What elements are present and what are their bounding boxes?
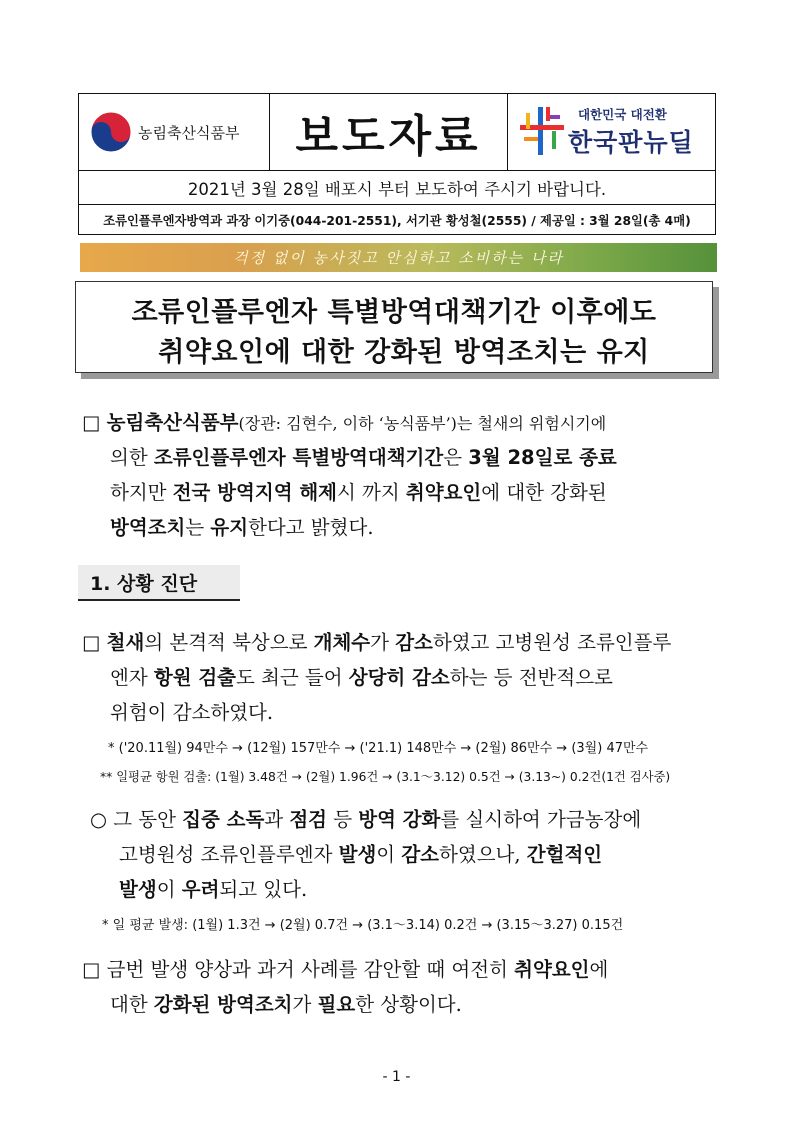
new-deal-logo-cell (508, 94, 715, 170)
square-bullet-icon: □ (82, 631, 101, 654)
p3-emphasis: 발생 (338, 843, 377, 866)
p3-line-2 (119, 839, 602, 867)
p2-emphasis: 감소 (395, 631, 433, 654)
p4-line-1 (82, 954, 608, 982)
p3-text: 를 실시하여 가금농장에 (440, 808, 642, 831)
p3-text: 되고 있다. (219, 878, 308, 901)
p1-text: 하지만 (110, 481, 173, 504)
p3-line-1 (90, 804, 641, 832)
p2-text: 도 최근 들어 (236, 666, 349, 689)
contact-row (79, 205, 715, 234)
p3-text: 이 (376, 843, 402, 866)
p1-emphasis: 조류인플루엔자 특별방역대책기간 (153, 446, 444, 469)
page-number: - 1 - (382, 1069, 411, 1085)
p4-emphasis: 취약요인 (514, 958, 590, 981)
p3-text: 등 (327, 808, 359, 831)
p4-text: 금번 발생 양상과 과거 사례를 감안할 때 여전히 (106, 958, 515, 981)
p2-footnote-1: * ('20.11월) 94만수 → (12월) 157만수 → ('21.1) 148만수 → (2월) 86만수 → (3월) 47만수 (108, 741, 649, 756)
p2-text: 위험이 감소하였다. (110, 701, 274, 724)
p4-text: 대한 (110, 993, 154, 1016)
new-deal-wordmark: 한국판뉴딜 (568, 128, 694, 157)
p1-emphasis: 3월 28일로 종료 (468, 446, 617, 469)
p2-line-1 (82, 627, 671, 655)
p1-line-1 (82, 407, 606, 435)
square-bullet-icon: □ (82, 958, 101, 981)
p3-emphasis: 집중 소독 (182, 808, 265, 831)
p2-text: 의 본격적 북상으로 (144, 631, 314, 654)
p2-line-2 (110, 662, 613, 690)
square-bullet-icon: □ (82, 411, 101, 434)
p2-emphasis: 철새 (106, 631, 145, 654)
p1-line-4 (110, 512, 374, 540)
p1-text: (장관: 김현수, 이하 ‘농식품부’)는 철새의 위험시기에 (238, 414, 607, 433)
p1-emphasis: 유지 (210, 516, 249, 539)
embargo-text: 2021년 3월 28일 배포시 부터 보도하여 주시기 바랍니다. (187, 179, 607, 199)
p4-emphasis: 강화된 방역조치 (153, 993, 293, 1016)
p2-text: 하였고 고병원성 조류인플루 (432, 631, 672, 654)
p4-emphasis: 필요 (317, 993, 356, 1016)
p1-text: 에 대한 강화된 (481, 481, 607, 504)
p1-emphasis: 방역조치 (110, 516, 186, 539)
header-table (78, 93, 716, 235)
headline-line-1: 조류인플루엔자 특별방역대책기간 이후에도 (131, 297, 657, 328)
p3-emphasis: 간헐적인 (526, 843, 603, 866)
p2-text: 엔자 (110, 666, 154, 689)
headline-box (75, 281, 713, 373)
p2-emphasis: 상당히 감소 (348, 666, 450, 689)
new-deal-mark-icon (518, 105, 566, 157)
slogan-banner (80, 243, 717, 272)
p1-text: 시 까지 (337, 481, 406, 504)
p2-emphasis: 개체수 (313, 631, 371, 654)
p3-text: 고병원성 조류인플루엔자 (119, 843, 339, 866)
p1-line-2 (110, 442, 617, 470)
p3-emphasis: 방역 강화 (358, 808, 441, 831)
press-release-title: 보도자료 (295, 111, 482, 162)
new-deal-tagline: 대한민국 대전환 (578, 107, 667, 122)
p1-line-3 (110, 477, 607, 505)
p4-text: 가 (292, 993, 318, 1016)
p4-line-2 (110, 989, 462, 1017)
p2-emphasis: 항원 검출 (153, 666, 237, 689)
embargo-row (79, 171, 715, 205)
p3-text: 하였으나, (439, 843, 527, 866)
circle-bullet-icon: ○ (90, 808, 108, 831)
p2-footnote-2: ** 일평균 항원 검출: (1월) 3.48건 → (2월) 1.96건 → (3.1～3.12) 0.5건 → (3.13~) 0.2건(1건 검사중) (100, 770, 671, 784)
p1-text: 한다고 밝혔다. (248, 516, 374, 539)
p3-line-3 (119, 874, 307, 902)
p1-emphasis: 취약요인 (405, 481, 482, 504)
contact-text: 조류인플루엔자방역과 과장 이기중(044-201-2551), 서기관 황성철(2555) / 제공일 : 3월 28일(총 4매) (103, 213, 691, 228)
slogan-text: 걱정 없이 농사짓고 안심하고 소비하는 나라 (233, 249, 564, 267)
taegeuk-emblem-icon (90, 111, 132, 153)
p4-text: 한 상황이다. (355, 993, 462, 1016)
p3-emphasis: 발생 (119, 878, 157, 901)
header-top-row (79, 94, 715, 171)
p3-emphasis: 점검 (289, 808, 328, 831)
p3-emphasis: 감소 (401, 843, 440, 866)
p1-ministry: 농림축산식품부 (106, 411, 239, 434)
p1-text: 은 (443, 446, 469, 469)
p2-text: 가 (370, 631, 396, 654)
p2-line-3 (110, 697, 273, 725)
p3-text: 과 (264, 808, 290, 831)
p3-text: 그 동안 (113, 808, 183, 831)
p2-text: 하는 등 전반적으로 (449, 666, 613, 689)
p3-text: 이 (156, 878, 182, 901)
p3-emphasis: 우려 (181, 878, 220, 901)
p1-text: 는 (185, 516, 211, 539)
ministry-logo-cell (79, 94, 270, 170)
p4-text: 에 (589, 958, 609, 981)
section-heading (78, 565, 240, 601)
headline-line-2: 취약요인에 대한 강화된 방역조치는 유지 (158, 337, 650, 368)
p1-text: 의한 (110, 446, 154, 469)
section-heading-label: 1. 상황 진단 (90, 572, 198, 595)
p3-footnote: * 일 평균 발생: (1월) 1.3건 → (2월) 0.7건 → (3.1～3.14) 0.2건 → (3.15～3.27) 0.15건 (102, 918, 624, 933)
press-release-title-cell (270, 94, 508, 170)
ministry-name: 농림축산식품부 (138, 124, 240, 142)
p1-emphasis: 전국 방역지역 해제 (172, 481, 337, 504)
